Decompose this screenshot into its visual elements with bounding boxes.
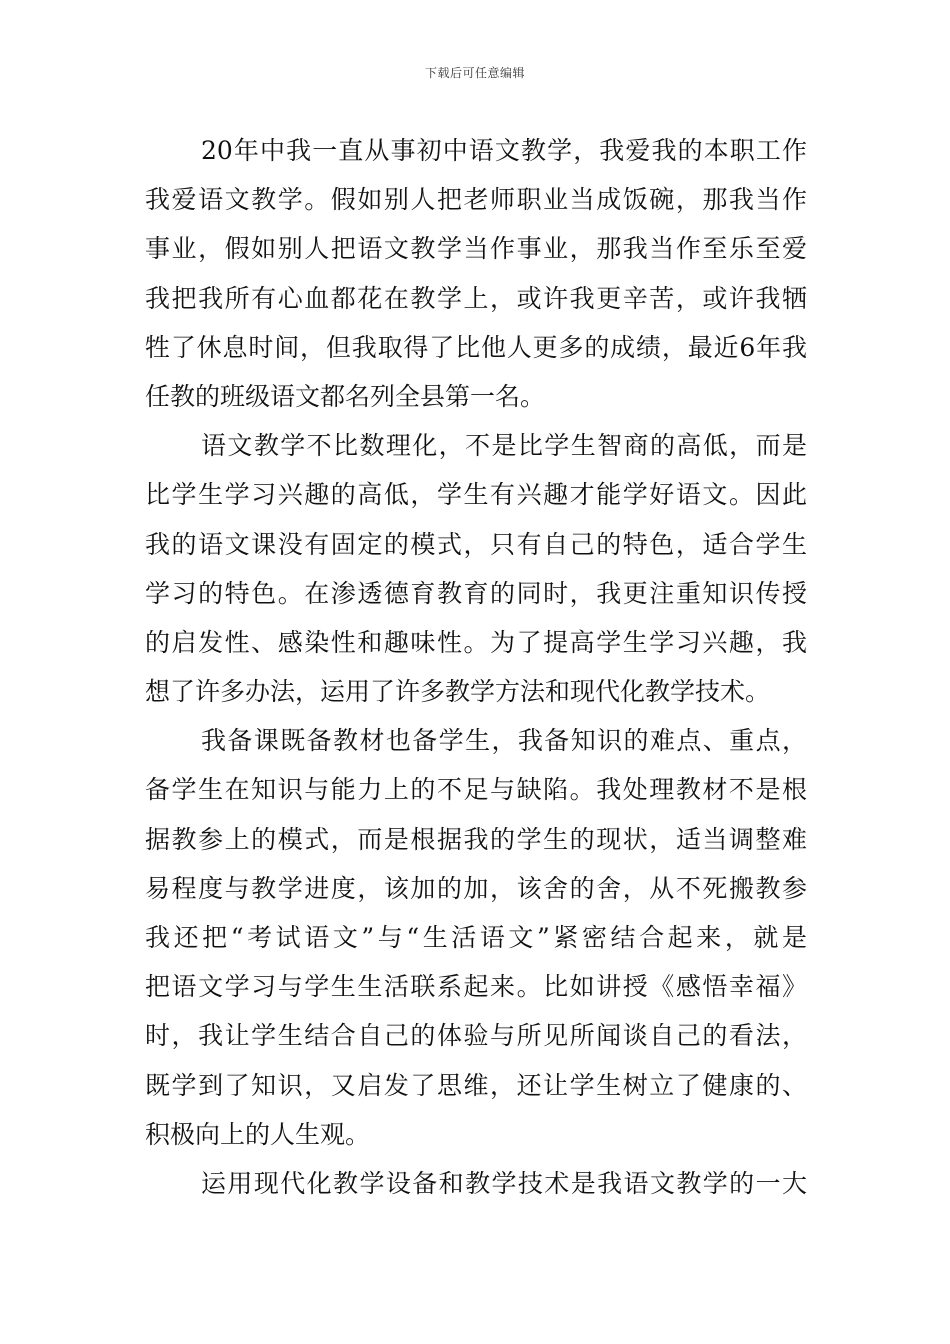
text-line: 我备课既备教材也备学生，我备知识的难点、重点， <box>201 726 807 756</box>
text-line: 学习的特色。在渗透德育教育的同时，我更注重知识传授 <box>145 578 807 608</box>
text-line: 牲了休息时间，但我取得了比他人更多的成绩，最近6年我 <box>145 332 807 362</box>
page-header: 下载后可任意编辑 <box>424 66 525 80</box>
text-line: 我的语文课没有固定的模式，只有自己的特色，适合学生 <box>145 529 807 559</box>
text-line: 任教的班级语文都名列全县第一名。 <box>145 381 546 411</box>
text-line: 我把我所有心血都花在教学上，或许我更辛苦，或许我牺 <box>145 283 807 313</box>
text-line: 运用现代化教学设备和教学技术是我语文教学的一大 <box>201 1168 807 1198</box>
text-line: 据教参上的模式，而是根据我的学生的现状，适当调整难 <box>145 824 807 854</box>
text-line: 我爱语文教学。假如别人把老师职业当成饭碗，那我当作 <box>145 185 807 215</box>
text-line: 语文教学不比数理化，不是比学生智商的高低，而是 <box>201 431 807 461</box>
document-body <box>145 126 807 1208</box>
text-line: 我还把“考试语文”与“生活语文”紧密结合起来，就是 <box>145 923 807 952</box>
text-line: 时，我让学生结合自己的体验与所见所闻谈自己的看法， <box>145 1021 807 1051</box>
text-line: 备学生在知识与能力上的不足与缺陷。我处理教材不是根 <box>145 775 807 805</box>
text-line: 比学生学习兴趣的高低，学生有兴趣才能学好语文。因此 <box>145 480 807 510</box>
text-line: 20年中我一直从事初中语文教学，我爱我的本职工作 <box>201 136 807 165</box>
text-line: 把语文学习与学生生活联系起来。比如讲授《感悟幸福》 <box>145 972 807 1002</box>
text-line: 的启发性、感染性和趣味性。为了提高学生学习兴趣，我 <box>145 627 807 657</box>
text-line: 积极向上的人生观。 <box>145 1119 371 1149</box>
text-line: 易程度与教学进度，该加的加，该舍的舍，从不死搬教参 <box>145 873 807 903</box>
text-line: 事业，假如别人把语文教学当作事业，那我当作至乐至爱 <box>145 234 807 264</box>
text-line: 既学到了知识，又启发了思维，还让学生树立了健康的、 <box>145 1070 807 1100</box>
text-line: 想了许多办法，运用了许多教学方法和现代化教学技术。 <box>145 677 771 707</box>
